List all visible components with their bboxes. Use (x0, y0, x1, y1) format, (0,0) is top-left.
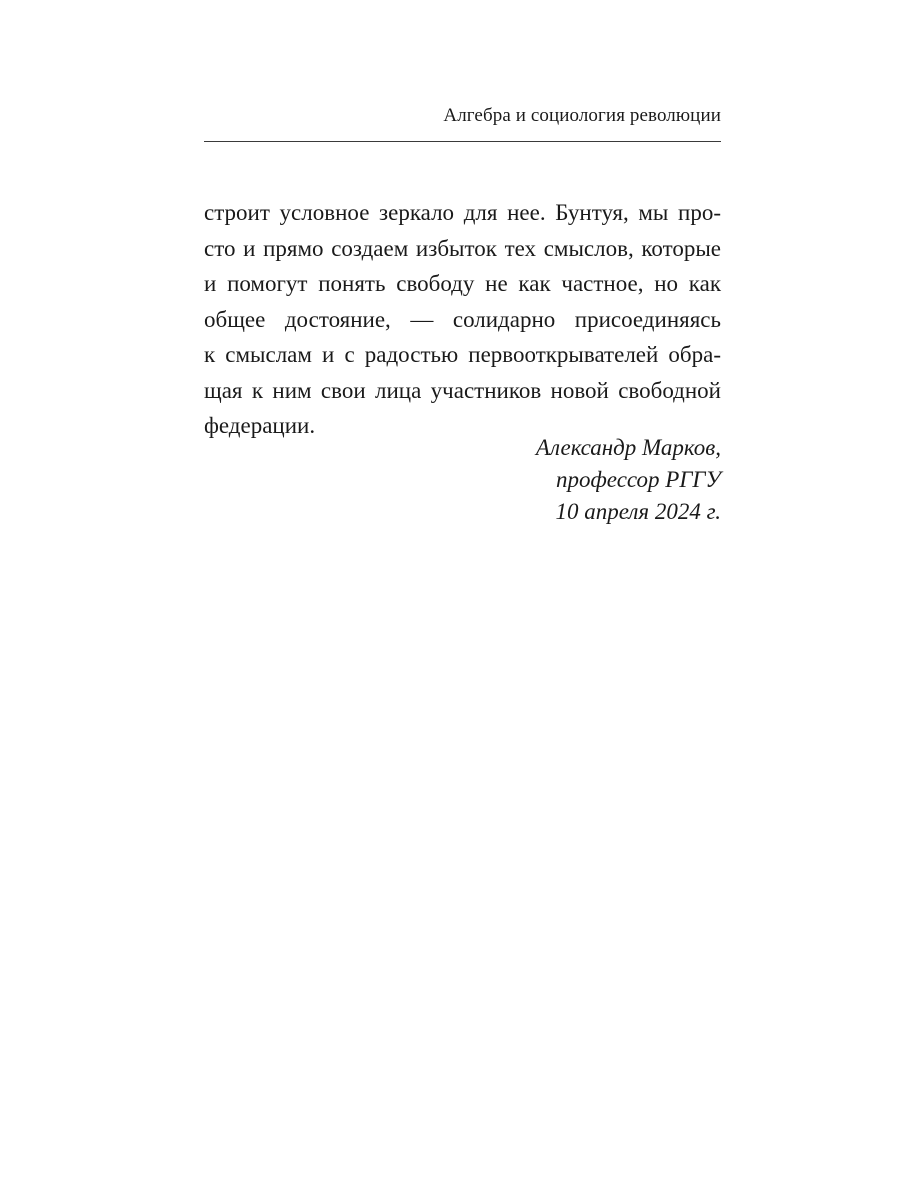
author-name: Александр Марков, (535, 435, 721, 460)
signature-block (404, 432, 721, 528)
text-line: общее достояние, — солидарно присоединяясь (204, 306, 721, 332)
text-line: к смыслам и с радостью первооткрывателей обра- (204, 342, 721, 367)
running-title: Алгебра и социология революции (443, 105, 721, 126)
signature-date: 10 апреля 2024 г. (555, 499, 721, 524)
text-line: щая к ним свои лица участников новой свободной (204, 377, 721, 403)
header-rule (204, 141, 721, 142)
author-title: профессор РГГУ (555, 467, 721, 492)
text-line: федерации. (204, 413, 316, 438)
text-line: строит условное зеркало для нее. Бунтуя, мы про- (204, 200, 721, 225)
text-line: сто и прямо создаем избыток тех смыслов, которые (204, 235, 721, 261)
text-line: и помогут понять свободу не как частное, но как (204, 271, 721, 296)
body-paragraph (204, 195, 721, 444)
